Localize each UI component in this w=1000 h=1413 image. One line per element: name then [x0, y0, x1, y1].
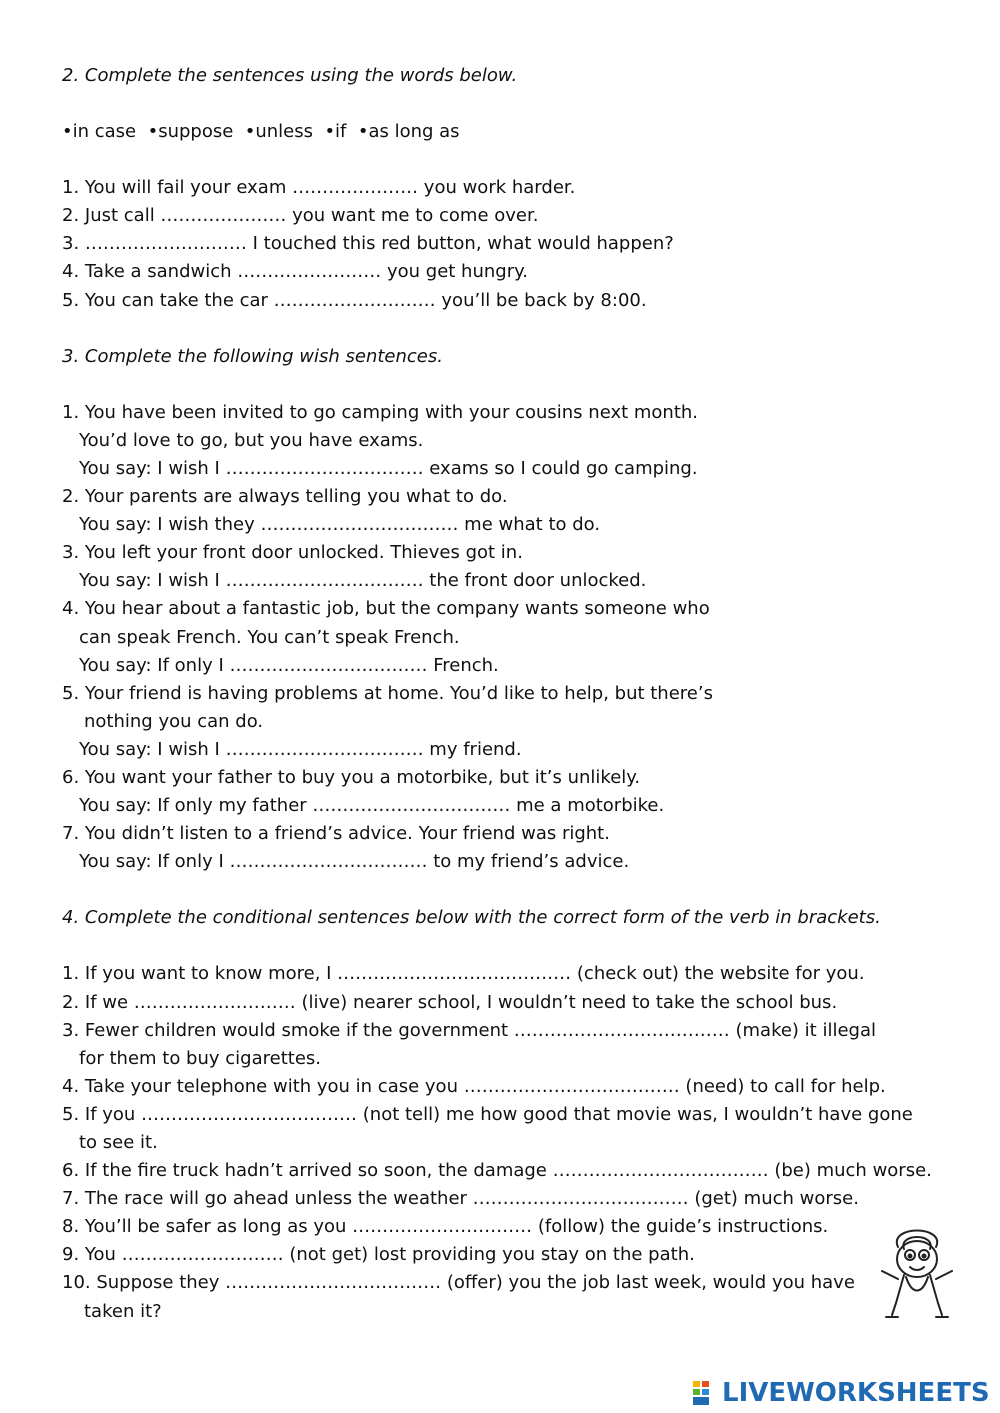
- section3-line: You say: If only I …………………………… French.: [79, 654, 499, 676]
- section3-line: You say: If only I …………………………… to my friend’s advice.: [79, 851, 630, 873]
- section4-line: for them to buy cigarettes.: [79, 1047, 321, 1069]
- section4-line: 8. You’ll be safer as long as you ………………………… (follow) the guide’s instructions.: [62, 1216, 829, 1238]
- section3-line: You say: I wish I …………………………… exams so I could go camping.: [79, 457, 698, 479]
- section4-line: 4. Take your telephone with you in case you ……………………………… (need) to call for help.: [62, 1075, 886, 1097]
- brand-text: LIVEWORKSHEETS: [722, 1378, 990, 1408]
- section4-heading: 4. Complete the conditional sentences below with the correct form of the verb in brackets.: [62, 907, 881, 929]
- section3-line: 1. You have been invited to go camping with your cousins next month.: [62, 401, 699, 423]
- section3-line: You say: I wish they …………………………… me what to do.: [79, 514, 601, 536]
- cartoon-illustration: [868, 1215, 966, 1327]
- section3-line: 6. You want your father to buy you a motorbike, but it’s unlikely.: [62, 766, 641, 788]
- section4-line: 7. The race will go ahead unless the weather ……………………………… (get) much worse.: [62, 1188, 859, 1210]
- section4-line: 2. If we ……………………… (live) nearer school, I wouldn’t need to take the school bus.: [62, 991, 838, 1013]
- section3-line: You’d love to go, but you have exams.: [79, 429, 424, 451]
- section2-item: 3. ……………………… I touched this red button, what would happen?: [62, 233, 674, 255]
- section4-line: to see it.: [79, 1132, 158, 1153]
- liveworksheets-logo: [692, 1376, 990, 1410]
- section2-heading: 2. Complete the sentences using the words below.: [62, 65, 518, 86]
- section3-line: 3. You left your front door unlocked. Thieves got in.: [62, 542, 523, 564]
- section2-item: 5. You can take the car ……………………… you’ll be back by 8:00.: [62, 289, 647, 311]
- section2-item: 2. Just call ………………… you want me to come over.: [62, 205, 539, 227]
- section3-line: 2. Your parents are always telling you what to do.: [62, 486, 508, 508]
- liveworksheets-logo-icon: [692, 1379, 718, 1407]
- section4-line: 10. Suppose they ……………………………… (offer) you the job last week, would you have: [62, 1272, 855, 1294]
- worksheet: [62, 62, 962, 1326]
- section3-line: You say: I wish I …………………………… my friend.: [79, 738, 522, 760]
- section3-line: 4. You hear about a fantastic job, but the company wants someone who: [62, 598, 710, 620]
- word-bank: •in case •suppose •unless •if •as long as: [62, 121, 460, 143]
- section3-line: can speak French. You can’t speak French.: [79, 626, 460, 648]
- section3-line: You say: If only my father …………………………… me a motorbike.: [79, 795, 665, 817]
- section3-line: You say: I wish I …………………………… the front door unlocked.: [79, 570, 647, 592]
- section4-line: 6. If the fire truck hadn’t arrived so soon, the damage ……………………………… (be) much worse.: [62, 1160, 932, 1182]
- section4-line: 1. If you want to know more, I ………………………………… (check out) the website for you.: [62, 963, 865, 985]
- section3-line: 7. You didn’t listen to a friend’s advice. Your friend was right.: [62, 823, 610, 845]
- section4-line: 5. If you ……………………………… (not tell) me how good that movie was, I wouldn’t have gone: [62, 1103, 913, 1125]
- section4-line: 3. Fewer children would smoke if the government ……………………………… (make) it illegal: [62, 1019, 876, 1041]
- section3-line: nothing you can do.: [84, 710, 264, 732]
- section4-line: 9. You ……………………… (not get) lost providing you stay on the path.: [62, 1244, 695, 1266]
- section3-line: 5. Your friend is having problems at home. You’d like to help, but there’s: [62, 682, 713, 704]
- section2-item: 4. Take a sandwich …………………… you get hungry.: [62, 261, 528, 283]
- section3-heading: 3. Complete the following wish sentences.: [62, 345, 443, 367]
- section4-line: taken it?: [84, 1300, 162, 1322]
- section2-item: 1. You will fail your exam ………………… you work harder.: [62, 177, 576, 199]
